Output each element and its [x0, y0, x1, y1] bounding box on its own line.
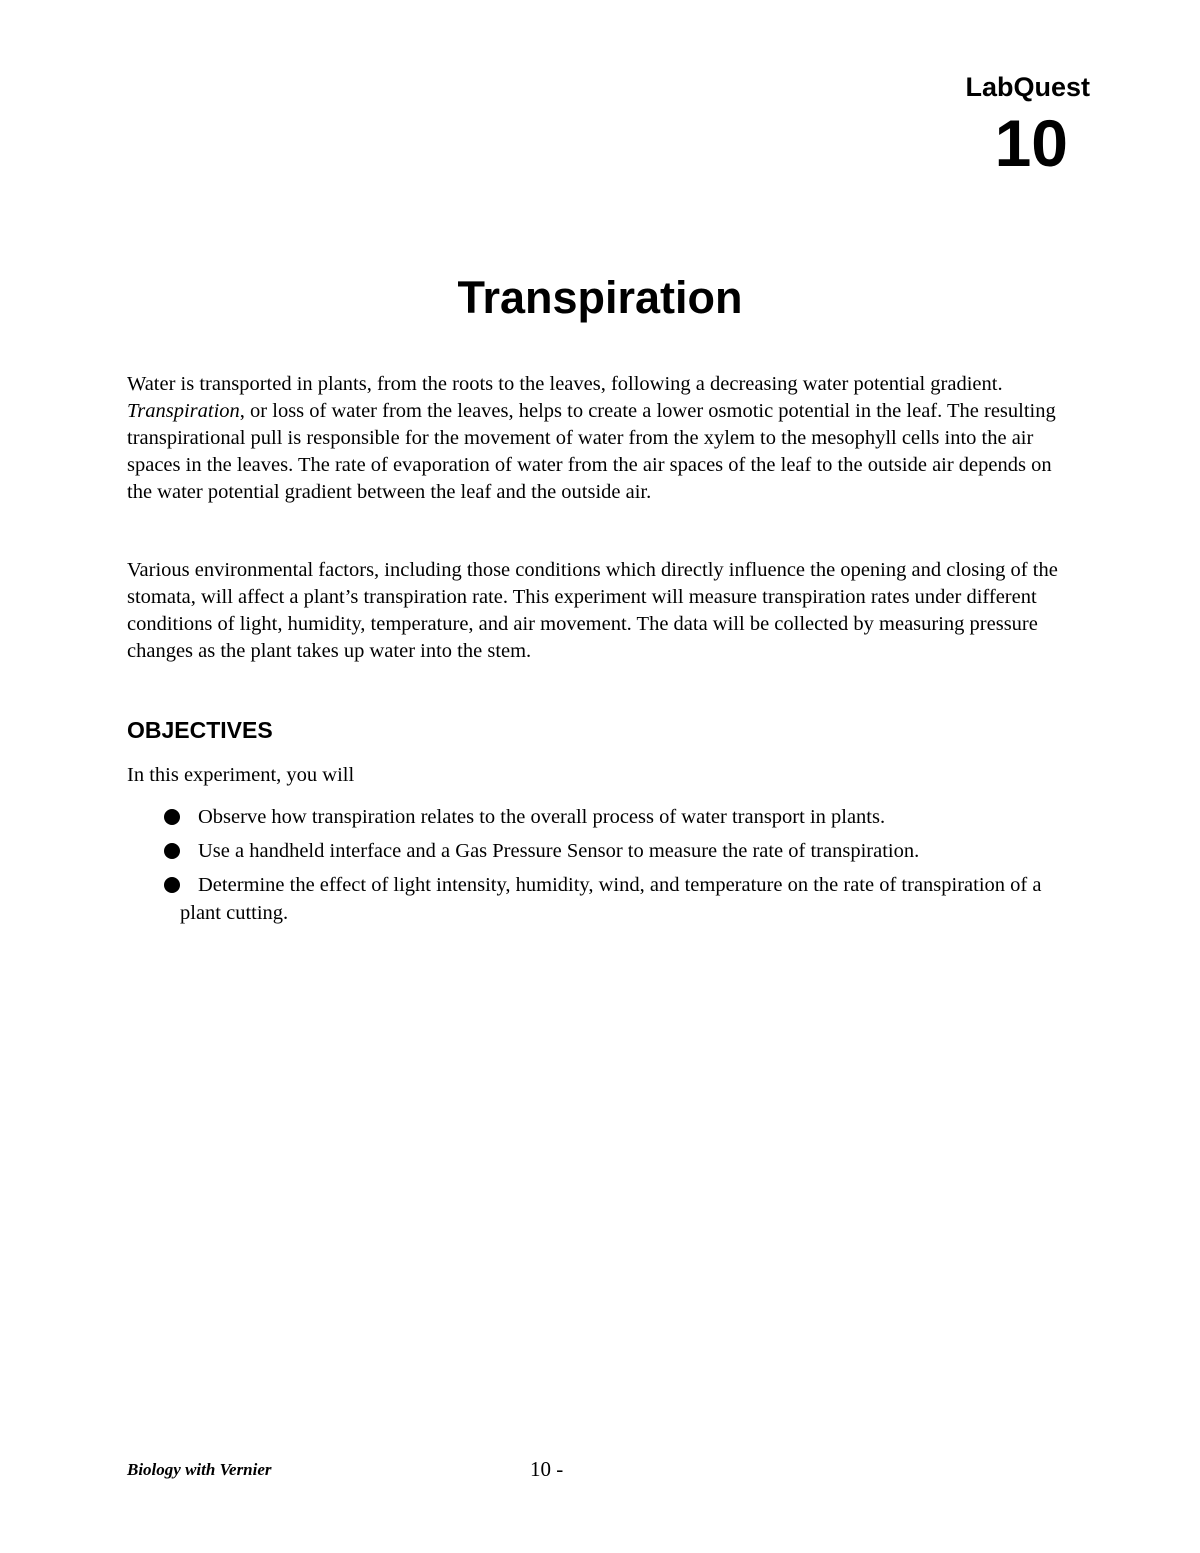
objectives-heading: OBJECTIVES: [127, 717, 273, 743]
intro-text-start: Water is transported in plants, from the roots to the leaves, following a decreasing water potential gradient.: [127, 373, 1003, 395]
objective-text: Use a handheld interface and a Gas Pressure Sensor to measure the rate of transpiration.: [198, 840, 920, 862]
intro-paragraph: [127, 371, 1077, 506]
list-item: [160, 837, 1060, 865]
list-item: [160, 803, 1060, 831]
objective-text: Observe how transpiration relates to the overall process of water transport in plants.: [198, 806, 886, 828]
bullet-icon: [164, 809, 180, 825]
bullet-icon: [164, 877, 180, 893]
page-title: Transpiration: [457, 272, 743, 323]
footer-page-number: 10 -: [530, 1457, 564, 1481]
chapter-number: 10: [994, 106, 1068, 180]
footer-book-title: Biology with Vernier: [127, 1460, 272, 1479]
chapter-header: [965, 70, 1090, 180]
objectives-list: [160, 803, 1060, 933]
chapter-label: LabQuest: [965, 72, 1090, 102]
objectives-intro: In this experiment, you will: [127, 764, 355, 786]
list-item: [160, 871, 1060, 927]
intro-italic-term: Transpiration: [127, 400, 240, 422]
objective-text: Determine the effect of light intensity, humidity, wind, and temperature on the rate of transpiration of a plant cutting.: [180, 874, 1042, 924]
factors-paragraph: Various environmental factors, including those conditions which directly influence the opening and closing of the stomata, will affect a plant’s transpiration rate. This experiment will measure transpiration rates under different conditions of light, humidity, temperature, and air movement. The data will be collected by measuring pressure changes as the plant takes up water into the stem.: [127, 559, 1058, 662]
intro-text-end: , or loss of water from the leaves, helps to create a lower osmotic potential in the leaf. The resulting transpirational pull is responsible for the movement of water from the xylem to the mesophyll cells into the air spaces in the leaves. The rate of evaporation of water from the air spaces of the leaf to the outside air depends on the water potential gradient between the leaf and the outside air.: [127, 400, 1056, 503]
bullet-icon: [164, 843, 180, 859]
